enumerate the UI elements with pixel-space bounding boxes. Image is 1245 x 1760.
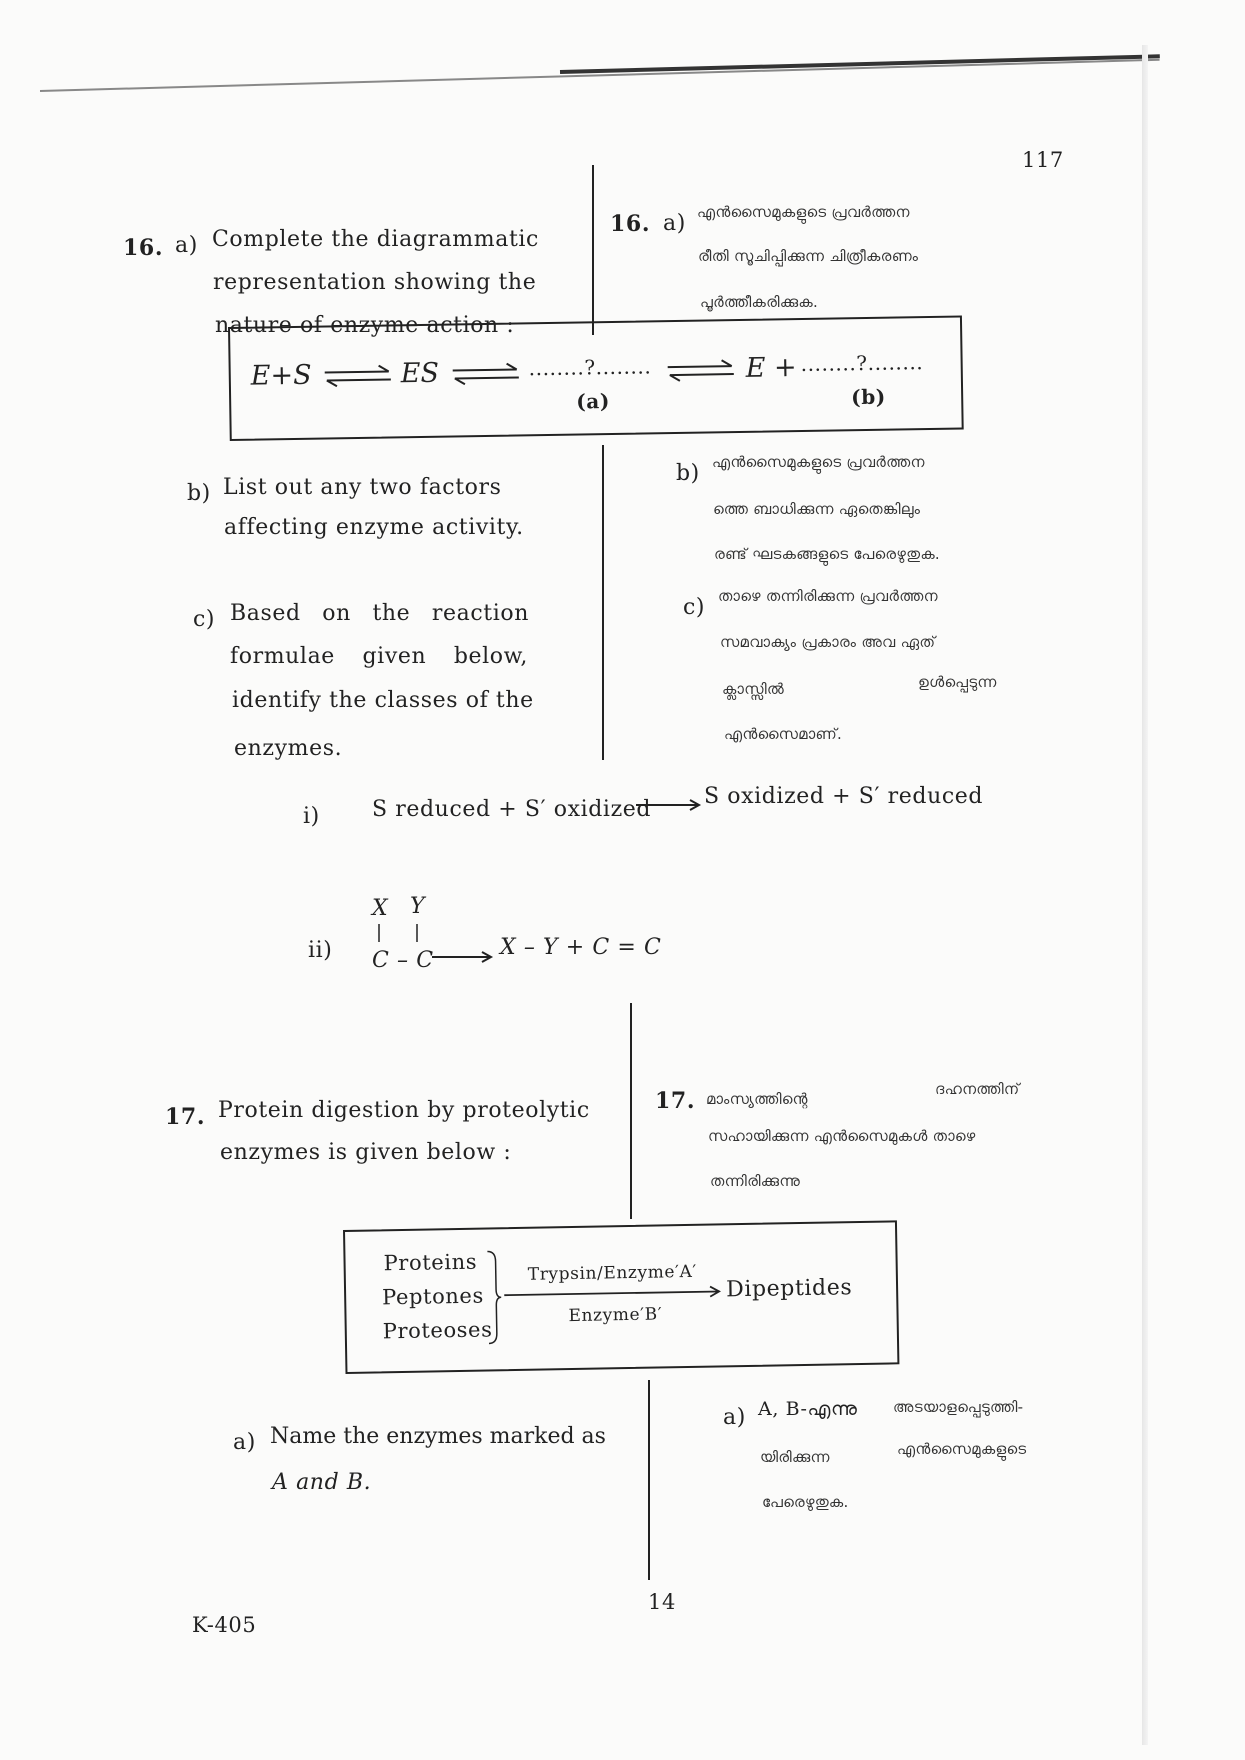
- page-number: 117: [1022, 148, 1064, 172]
- q16-a-label: a): [175, 233, 198, 258]
- q17-ml-a-label: a): [723, 1405, 746, 1430]
- equilibrium-arrow-3: [666, 359, 736, 382]
- enzyme-action-box: [228, 315, 964, 441]
- arrow-top-label: Trypsin/Enzyme′A′: [527, 1261, 698, 1285]
- q16-ml-a-label: a): [663, 211, 686, 236]
- q16-ml-b-line3: രണ്ട് ഘടകങ്ങളുടെ പേരെഴുതുക.: [714, 545, 941, 563]
- q17-ml-line1b: ദഹനത്തിന്: [935, 1080, 1020, 1098]
- q17-number: 17.: [165, 1104, 206, 1130]
- arrow-bottom-label: Enzyme′B′: [568, 1304, 663, 1327]
- q16-number: 16.: [123, 235, 164, 261]
- reaction-ii-y: Y: [410, 894, 426, 919]
- eq-blank-a: ........?........: [528, 354, 652, 381]
- substrate-peptones: Peptones: [381, 1283, 485, 1310]
- q17-a-line1: Name the enzymes marked as: [270, 1424, 606, 1449]
- q17-a-label: a): [233, 1430, 256, 1455]
- q17-ml-a-line2a: യിരിക്കുന്ന: [760, 1448, 830, 1466]
- q17-ml-a-line2b: എൻസൈമുകളുടെ: [897, 1440, 1027, 1458]
- q16-a-line1: Complete the diagrammatic: [212, 227, 539, 252]
- reaction-ii-label: ii): [308, 938, 333, 963]
- footer-page-number: 14: [648, 1590, 676, 1614]
- q16-ml-c-line2: സമവാക്യം പ്രകാരം അവ ഏത്: [720, 633, 936, 651]
- reaction-ii-right: X – Y + C = C: [500, 935, 662, 960]
- reaction-i-label: i): [303, 804, 320, 829]
- column-divider-3: [630, 1003, 632, 1219]
- q16-c-line2: formulae given below,: [230, 644, 529, 669]
- equilibrium-arrow-2: [451, 362, 521, 385]
- substrate-brace: [485, 1249, 503, 1345]
- q17-ml-line2: സഹായിക്കുന്ന എൻസൈമുകൾ താഴെ: [708, 1127, 976, 1145]
- substrate-proteins: Proteins: [383, 1249, 478, 1276]
- reaction-ii-cc: C – C: [372, 948, 434, 973]
- q17-ml-a-line1a: A, B-എന്നു: [758, 1398, 858, 1420]
- q17-ml-line3: തന്നിരിക്കുന്നു: [710, 1172, 801, 1190]
- q16-c-line4: enzymes.: [234, 736, 343, 761]
- q16-ml-a-line2: രീതി സൂചിപ്പിക്കുന്ന ചിത്രീകരണം: [698, 247, 919, 265]
- q17-a-line2: A and B.: [272, 1470, 372, 1495]
- reaction-i-arrow: [636, 797, 702, 813]
- q16-ml-c-label: c): [683, 595, 706, 620]
- q16-a-line3: nature of enzyme action :: [215, 313, 515, 338]
- eq-enzyme-substrate: E+S: [250, 359, 312, 392]
- eq-es-complex: ES: [400, 357, 440, 390]
- q16-ml-b-line1: എൻസൈമുകളുടെ പ്രവർത്തന: [712, 453, 925, 471]
- q16-ml-a-line1: എൻസൈമുകളുടെ പ്രവർത്തന: [697, 203, 910, 221]
- scan-edge: [1142, 45, 1148, 1745]
- reaction-ii-bonds: [372, 922, 422, 944]
- digestion-arrow: [504, 1283, 722, 1303]
- column-divider-1: [592, 165, 594, 335]
- q16-ml-c-line4: എൻസൈമാണ്.: [724, 725, 843, 743]
- q17-line1: Protein digestion by proteolytic: [218, 1098, 590, 1123]
- q16-ml-a-line3: പൂർത്തീകരിക്കുക.: [700, 293, 819, 311]
- q16-ml-number: 16.: [610, 211, 651, 237]
- q16-b-label: b): [187, 481, 211, 506]
- q16-ml-b-label: b): [676, 461, 700, 486]
- column-divider-2: [602, 445, 604, 760]
- q16-c-line1: Based on the reaction: [230, 601, 529, 626]
- q16-b-line2: affecting enzyme activity.: [224, 515, 524, 540]
- reaction-ii-arrow: [432, 949, 494, 965]
- column-divider-4: [648, 1380, 650, 1580]
- q17-ml-number: 17.: [655, 1088, 696, 1114]
- q16-c-label: c): [193, 607, 216, 632]
- product-dipeptides: Dipeptides: [725, 1275, 853, 1303]
- substrate-proteoses: Proteoses: [382, 1317, 493, 1344]
- q16-ml-c-line1: താഴെ തന്നിരിക്കുന്ന പ്രവർത്തന: [718, 587, 938, 605]
- eq-label-b: (b): [850, 384, 887, 410]
- eq-label-a: (a): [576, 389, 611, 414]
- q17-ml-a-line1b: അടയാളപ്പെടുത്തി-: [893, 1398, 1024, 1416]
- eq-blank-b: ........?........: [800, 350, 924, 377]
- eq-enzyme-plus: E +: [745, 352, 797, 384]
- footer-exam-code: K-405: [192, 1613, 257, 1637]
- reaction-ii-x: X: [372, 896, 389, 921]
- reaction-i-left: S reduced + S′ oxidized: [372, 797, 652, 822]
- q16-c-line3: identify the classes of the: [232, 688, 534, 713]
- reaction-i-right: S oxidized + S′ reduced: [704, 784, 984, 809]
- q17-ml-a-line3: പേരെഴുതുക.: [762, 1493, 849, 1511]
- top-rule-dark: [560, 54, 1160, 74]
- q16-ml-c-line3b: ഉൾപ്പെടുന്ന: [918, 673, 997, 691]
- equilibrium-arrow-1: [323, 364, 393, 387]
- q16-ml-c-line3a: ക്ലാസ്സിൽ: [722, 680, 784, 698]
- protein-digestion-box: [343, 1220, 899, 1374]
- top-rule: [40, 59, 1160, 92]
- q17-line2: enzymes is given below :: [220, 1140, 512, 1165]
- q16-b-line1: List out any two factors: [223, 475, 502, 500]
- q17-ml-line1a: മാംസ്യത്തിന്റെ: [706, 1090, 808, 1108]
- q16-ml-b-line2: ത്തെ ബാധിക്കുന്ന ഏതെങ്കിലും: [713, 500, 921, 518]
- q16-a-line2: representation showing the: [213, 270, 537, 295]
